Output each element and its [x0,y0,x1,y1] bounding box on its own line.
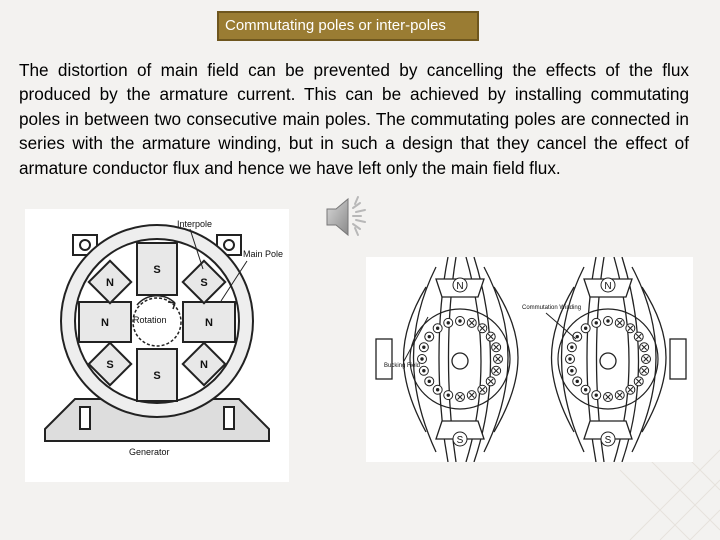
interpole-tl-label: N [106,277,114,289]
interpole-bl-label: S [106,359,114,371]
conductor-direction-mark [447,394,449,396]
conductor-direction-mark [584,327,586,329]
conductor-direction-mark [607,320,609,322]
body-paragraph: The distortion of main field can be prevented by cancelling the effects of the flux produced by the armature current. This can be achieved by installing commutating poles in between two consecutive main poles. The commutating poles are connected in series with the armature winding, but in such a design that they cancel the effect of armature conductor flux and hence we have left only the main field flux. [19,60,689,178]
pole-bottom-label: S [153,370,161,382]
conductor-direction-mark [459,320,461,322]
conductor-direction-mark [576,380,578,382]
generator-figure [25,209,289,482]
pole-left-label: N [101,317,109,329]
conductor-direction-mark [436,327,438,329]
conductor-direction-mark [423,346,425,348]
conductor-direction-mark [436,389,438,391]
pole-right-label: N [205,317,213,329]
conductor-direction-mark [595,322,597,324]
conductor-direction-mark [571,346,573,348]
rotation-label: Rotation [133,315,167,325]
conductor-direction-mark [584,389,586,391]
interpole-br-label: N [200,359,208,371]
speaker-icon[interactable] [323,194,371,240]
interpole-tr-label: S [200,277,208,289]
left-pole-bottom-label: S [456,435,464,446]
main-pole-label: Main Pole [243,249,284,259]
left-pole-top-label: N [456,281,464,292]
conductor-direction-mark [576,335,578,337]
slide-title: Commutating poles or inter-poles [217,11,479,41]
interpole-label: Interpole [177,219,213,229]
right-pole-top-label: N [604,281,612,292]
generator-label: Generator [129,447,170,457]
right-pole-bottom-label: S [604,435,612,446]
conductor-direction-mark [569,358,571,360]
conductor-direction-mark [447,322,449,324]
conductor-direction-mark [421,358,423,360]
commutation-winding-label: Commutation Winding [522,305,582,311]
conductor-direction-mark [423,370,425,372]
conductor-direction-mark [428,335,430,337]
bucking-field-label: Bucking Field [384,363,421,369]
conductor-direction-mark [571,370,573,372]
pole-top-label: S [153,264,161,276]
conductor-direction-mark [428,380,430,382]
conductor-direction-mark [595,394,597,396]
commutation-winding-figure [366,257,693,462]
